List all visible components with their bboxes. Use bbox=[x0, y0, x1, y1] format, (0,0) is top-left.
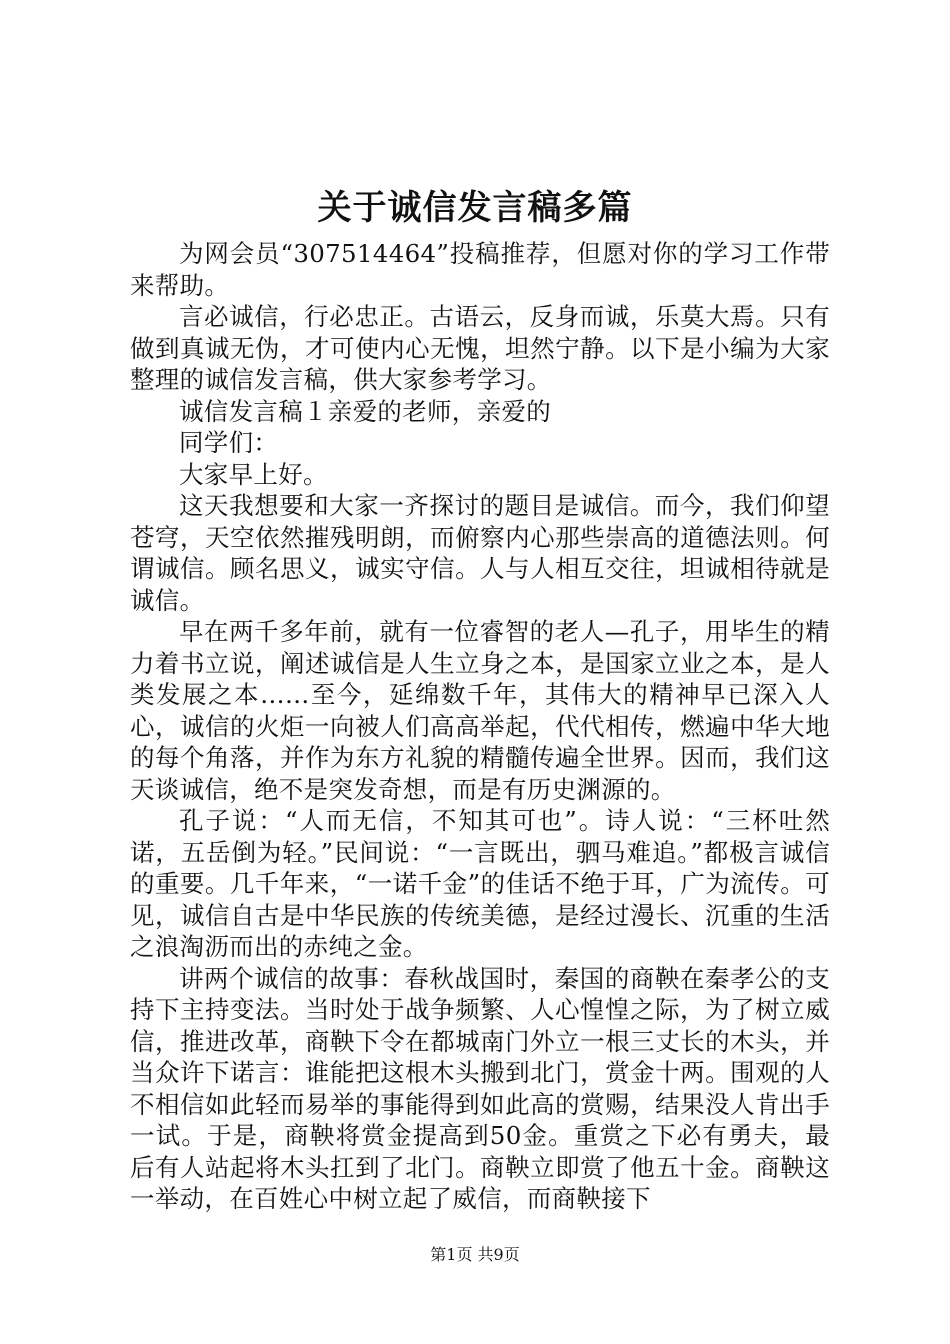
paragraph-topic: 这天我想要和大家一齐探讨的题目是诚信。而今，我们仰望苍穹，天空依然摧残明朗，而俯察内心那些崇高的道德法则。何谓诚信。顾名思义，诚实守信。人与人相互交往，坦诚相待就是诚信。 bbox=[130, 491, 830, 615]
page-footer: 第1页 共9页 bbox=[430, 1245, 520, 1264]
paragraph-salutation: 同学们： bbox=[179, 428, 279, 457]
document-body bbox=[130, 238, 830, 1215]
paragraph-speech-heading: 诚信发言稿１亲爱的老师，亲爱的 bbox=[179, 396, 551, 426]
page-title: 关于诚信发言稿多篇 bbox=[317, 188, 633, 228]
paragraph-quotes: 孔子说：“人而无信，不知其可也”。诗人说：“三杯吐然诺，五岳倒为轻。”民间说：“一言既出，驷马难追。”都极言诚信的重要。几千年来，“一诺千金”的佳话不绝于耳，广为流传。可见，诚信自古是中华民族的传统美德，是经过漫长、沉重的生活之浪淘沥而出的赤纯之金。 bbox=[130, 806, 830, 961]
paragraph-confucius: 早在两千多年前，就有一位睿智的老人—孔子，用毕生的精力着书立说，阐述诚信是人生立身之本，是国家立业之本，是人类发展之本……至今，延绵数千年，其伟大的精神早已深入人心，诚信的火炬一向被人们高高举起，代代相传，燃遍中华大地的每个角落，并作为东方礼貌的精髓传遍全世界。因而，我们这天谈诚信，绝不是突发奇想，而是有历史渊源的。 bbox=[130, 617, 830, 804]
paragraph-greeting: 大家早上好。 bbox=[179, 459, 328, 489]
paragraph-preface: 言必诚信，行必忠正。古语云，反身而诚，乐莫大焉。只有做到真诚无伪，才可使内心无愧，坦然宁静。以下是小编为大家整理的诚信发言稿，供大家参考学习。 bbox=[130, 302, 830, 394]
paragraph-story: 讲两个诚信的故事：春秋战国时，秦国的商鞅在秦孝公的支持下主持变法。当时处于战争频繁、人心惶惶之际，为了树立威信，推进改革，商鞅下令在都城南门外立一根三丈长的木头，并当众许下诺言：谁能把这根木头搬到北门，赏金十两。围观的人不相信如此轻而易举的事能得到如此高的赏赐，结果没人肯出手一试。于是，商鞅将赏金提高到50金。重赏之下必有勇夫，最后有人站起将木头扛到了北门。商鞅立即赏了他五十金。商鞅这一举动，在百姓心中树立起了威信，而商鞅接下 bbox=[130, 963, 830, 1213]
paragraph-intro: 为网会员“307514464”投稿推荐，但愿对你的学习工作带来帮助。 bbox=[130, 239, 830, 300]
